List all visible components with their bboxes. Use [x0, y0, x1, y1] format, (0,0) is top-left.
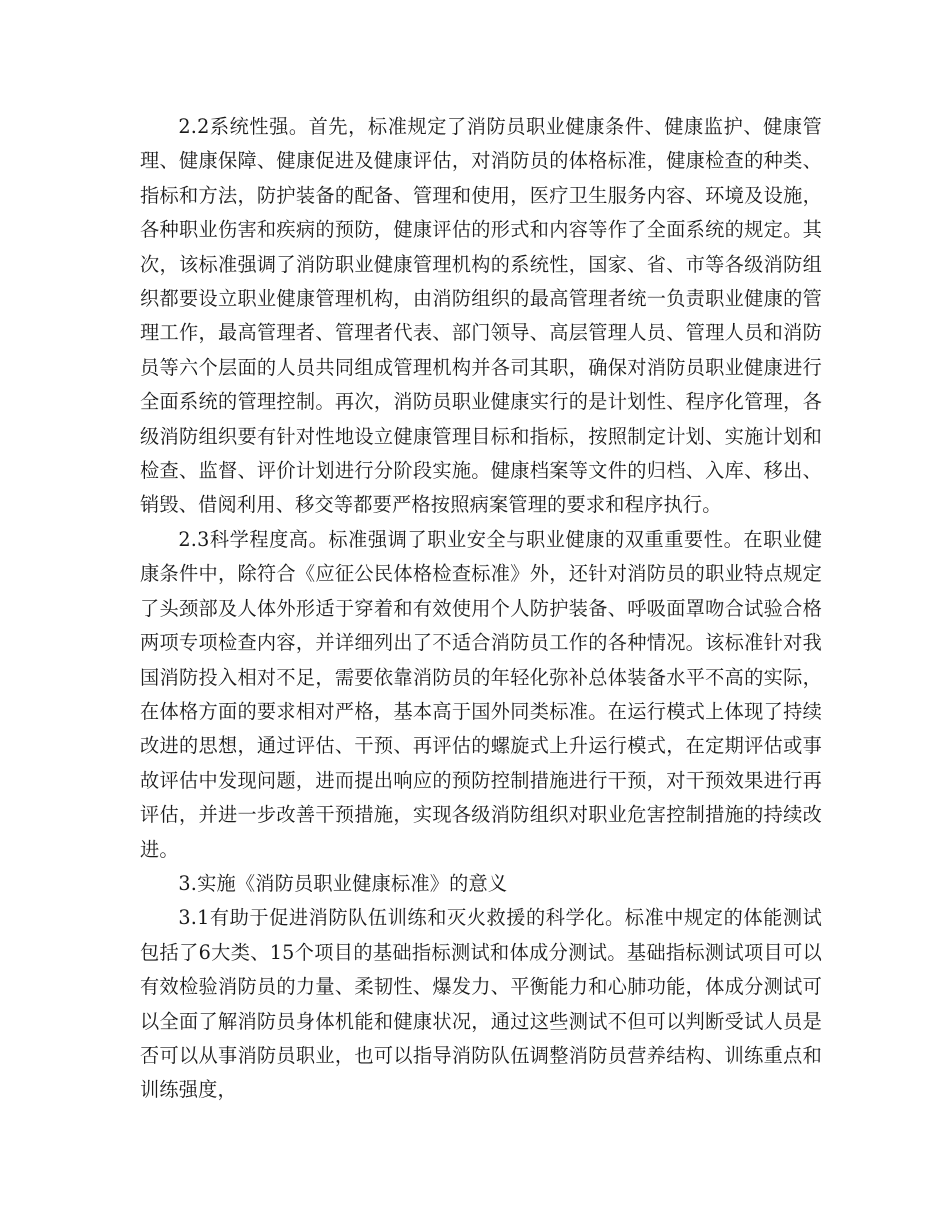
paragraph-training: 3.1有助于促进消防队伍训练和灭火救援的科学化。标准中规定的体能测试包括了6大类、15个项目的基础指标测试和体成分测试。基础指标测试项目可以有效检验消防员的力量、柔韧性、爆发力、平衡能力和心肺功能，体成分测试可以全面了解消防员身体机能和健康状况，通过这些测试不但可以判断受试人员是否可以从事消防员职业，也可以指导消防队伍调整消防员营养结构、训练重点和训练强度， [140, 906, 822, 1102]
paragraph-science: 2.3科学程度高。标准强调了职业安全与职业健康的双重重要性。在职业健康条件中，除符合《应征公民体格检查标准》外，还针对消防员的职业特点规定了头颈部及人体外形适于穿着和有效使用个人防护装备、呼吸面罩吻合试验合格两项专项检查内容，并详细列出了不适合消防员工作的各种情况。该标准针对我国消防投入相对不足，需要依靠消防员的年轻化弥补总体装备水平不高的实际，在体格方面的要求相对严格，基本高于国外同类标准。在运行模式上体现了持续改进的思想，通过评估、干预、再评估的螺旋式上升运行模式，在定期评估或事故评估中发现问题，进而提出响应的预防控制措施进行干预，对干预效果进行再评估，并进一步改善干预措施，实现各级消防组织对职业危害控制措施的持续改进。 [140, 527, 822, 861]
section-heading-significance: 3.实施《消防员职业健康标准》的意义 [178, 871, 508, 895]
paragraph-system: 2.2系统性强。首先，标准规定了消防员职业健康条件、健康监护、健康管理、健康保障、健康促进及健康评估，对消防员的体格标准，健康检查的种类、指标和方法，防护装备的配备、管理和使用，医疗卫生服务内容、环境及设施，各种职业伤害和疾病的预防，健康评估的形式和内容等作了全面系统的规定。其次，该标准强调了消防职业健康管理机构的系统性，国家、省、市等各级消防组织都要设立职业健康管理机构，由消防组织的最高管理者统一负责职业健康的管理工作，最高管理者、管理者代表、部门领导、高层管理人员、管理人员和消防员等六个层面的人员共同组成管理机构并各司其职，确保对消防员职业健康进行全面系统的管理控制。再次，消防员职业健康实行的是计划性、程序化管理，各级消防组织要有针对性地设立健康管理目标和指标，按照制定计划、实施计划和检查、监督、评价计划进行分阶段实施。健康档案等文件的归档、入库、移出、销毁、借阅利用、移交等都要严格按照病案管理的要求和程序执行。 [140, 115, 822, 517]
document-body [140, 110, 822, 1108]
